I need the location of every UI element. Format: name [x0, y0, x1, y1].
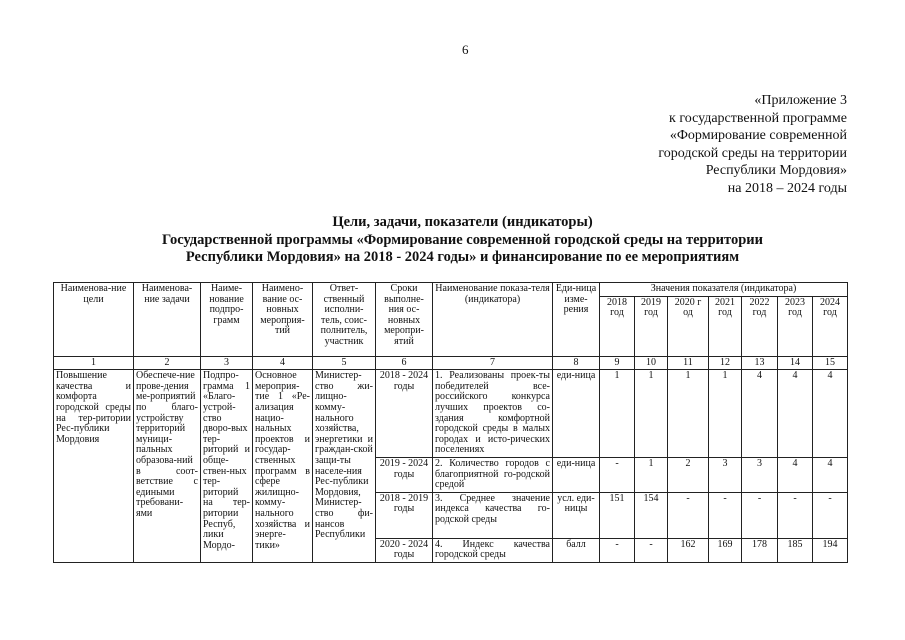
column-number: 5	[313, 356, 376, 370]
header-subprogram: Наиме-нование подпро-грамм	[201, 283, 253, 357]
cell-indicator: 1. Реализованы проек-ты победителей все-российского конкурса лучших проектов со-здания комфортной городской среды в малых городах и исто-рических поселениях	[433, 370, 553, 458]
header-year: 2024 год	[813, 296, 848, 356]
header-year: 2022 год	[742, 296, 778, 356]
header-year: 2020 г од	[668, 296, 709, 356]
cell-value: 1	[635, 370, 668, 458]
column-number: 13	[742, 356, 778, 370]
cell-executor: Министер-ство жи-лищно-комму-нального хозяйства, энергетики и граждан-ской защи-ты населе-ния Рес-публики Мордовия, Министер-ство фи-нансов Республики	[313, 370, 376, 563]
header-activity: Наимено-вание ос-новных мероприя-тий	[253, 283, 313, 357]
cell-value: -	[778, 492, 813, 538]
column-number-row	[54, 356, 848, 370]
header-unit: Еди-ница изме-рения	[553, 283, 600, 357]
column-number: 10	[635, 356, 668, 370]
cell-unit: усл. еди-ницы	[553, 492, 600, 538]
cell-task: Обеспече-ние прове-дения ме-роприятий по благо-устройству территорий муници-пальных образова-ний в соот-ветствие с едиными требовани-ями	[134, 370, 201, 563]
cell-value: 4	[778, 457, 813, 492]
column-number: 4	[253, 356, 313, 370]
appendix-line: к государственной программе	[669, 110, 847, 126]
column-number: 3	[201, 356, 253, 370]
column-number: 7	[433, 356, 553, 370]
column-number: 11	[668, 356, 709, 370]
cell-value: 154	[635, 492, 668, 538]
header-term: Сроки выполне-ния ос-новных меропри-ятий	[376, 283, 433, 357]
column-number: 1	[54, 356, 134, 370]
column-number: 9	[600, 356, 635, 370]
table-row	[54, 370, 848, 458]
title-line: Государственной программы «Формирование современной городской среды на территории	[162, 231, 763, 248]
header-year: 2019 год	[635, 296, 668, 356]
cell-value: -	[742, 492, 778, 538]
cell-value: 3	[742, 457, 778, 492]
cell-unit: еди-ница	[553, 370, 600, 458]
cell-value: 169	[709, 538, 742, 562]
cell-value: 194	[813, 538, 848, 562]
cell-value: 1	[709, 370, 742, 458]
cell-subprogram: Подпро-грамма 1 «Благо-устрой-ство дворо-вых тер-риторий и обще-ствен-ных тер-риторий на тер-ритории Респуб, лики Мордо-	[201, 370, 253, 563]
cell-value: 1	[600, 370, 635, 458]
cell-value: 151	[600, 492, 635, 538]
cell-value: 1	[635, 457, 668, 492]
cell-value: 3	[709, 457, 742, 492]
cell-value: 2	[668, 457, 709, 492]
cell-unit: еди-ница	[553, 457, 600, 492]
cell-indicator: 3. Среднее значение индекса качества го-родской среды	[433, 492, 553, 538]
header-goal: Наименова-ние цели	[54, 283, 134, 357]
cell-value: 178	[742, 538, 778, 562]
cell-value: -	[668, 492, 709, 538]
cell-term: 2020 - 2024 годы	[376, 538, 433, 562]
indicators-table	[53, 282, 848, 563]
header-year: 2023 год	[778, 296, 813, 356]
cell-term: 2019 - 2024 годы	[376, 457, 433, 492]
cell-value: -	[813, 492, 848, 538]
column-number: 12	[709, 356, 742, 370]
cell-value: -	[600, 457, 635, 492]
column-number: 14	[778, 356, 813, 370]
document-title	[60, 214, 865, 267]
header-values-group: Значения показателя (индикатора)	[600, 283, 848, 297]
cell-value: 4	[813, 370, 848, 458]
cell-term: 2018 - 2024 годы	[376, 370, 433, 458]
cell-value: 4	[742, 370, 778, 458]
cell-term: 2018 - 2019 годы	[376, 492, 433, 538]
appendix-block	[587, 92, 847, 197]
header-executor: Ответ-ственный исполни-тель, соис-полнитель, участник	[313, 283, 376, 357]
column-number: 15	[813, 356, 848, 370]
column-number: 2	[134, 356, 201, 370]
cell-value: 4	[813, 457, 848, 492]
column-number: 6	[376, 356, 433, 370]
cell-activity: Основное мероприя-тие 1 «Ре-ализация нацио-нальных проектов и государ-ственных программ в сфере жилищно-комму-нального хозяйства и энерге-тики»	[253, 370, 313, 563]
header-year: 2018 год	[600, 296, 635, 356]
cell-indicator: 4. Индекс качества городской среды	[433, 538, 553, 562]
cell-value: 162	[668, 538, 709, 562]
page-number: 6	[462, 42, 469, 57]
table-header-row	[54, 283, 848, 297]
cell-value: 1	[668, 370, 709, 458]
cell-value: 185	[778, 538, 813, 562]
appendix-line: на 2018 – 2024 годы	[727, 180, 847, 196]
cell-unit: балл	[553, 538, 600, 562]
appendix-line: городской среды на территории	[658, 145, 847, 161]
appendix-line: «Формирование современной	[669, 128, 847, 143]
header-indicator: Наименование показа-теля (индикатора)	[433, 283, 553, 357]
column-number: 8	[553, 356, 600, 370]
header-year: 2021 год	[709, 296, 742, 356]
title-line: Республики Мордовия» на 2018 - 2024 годы» и финансирование по ее мероприятиям	[185, 249, 740, 265]
cell-goal: Повышение качества и комфорта городской среды на тер-ритории Рес-публики Мордовия	[54, 370, 134, 563]
cell-value: -	[709, 492, 742, 538]
appendix-line: «Приложение 3	[754, 93, 847, 108]
cell-value: -	[600, 538, 635, 562]
cell-value: -	[635, 538, 668, 562]
cell-value: 4	[778, 370, 813, 458]
cell-indicator: 2. Количество городов с благоприятной го-родской средой	[433, 457, 553, 492]
appendix-line: Республики Мордовия»	[705, 163, 847, 178]
title-line: Цели, задачи, показатели (индикаторы)	[332, 214, 593, 230]
header-task: Наименова-ние задачи	[134, 283, 201, 357]
